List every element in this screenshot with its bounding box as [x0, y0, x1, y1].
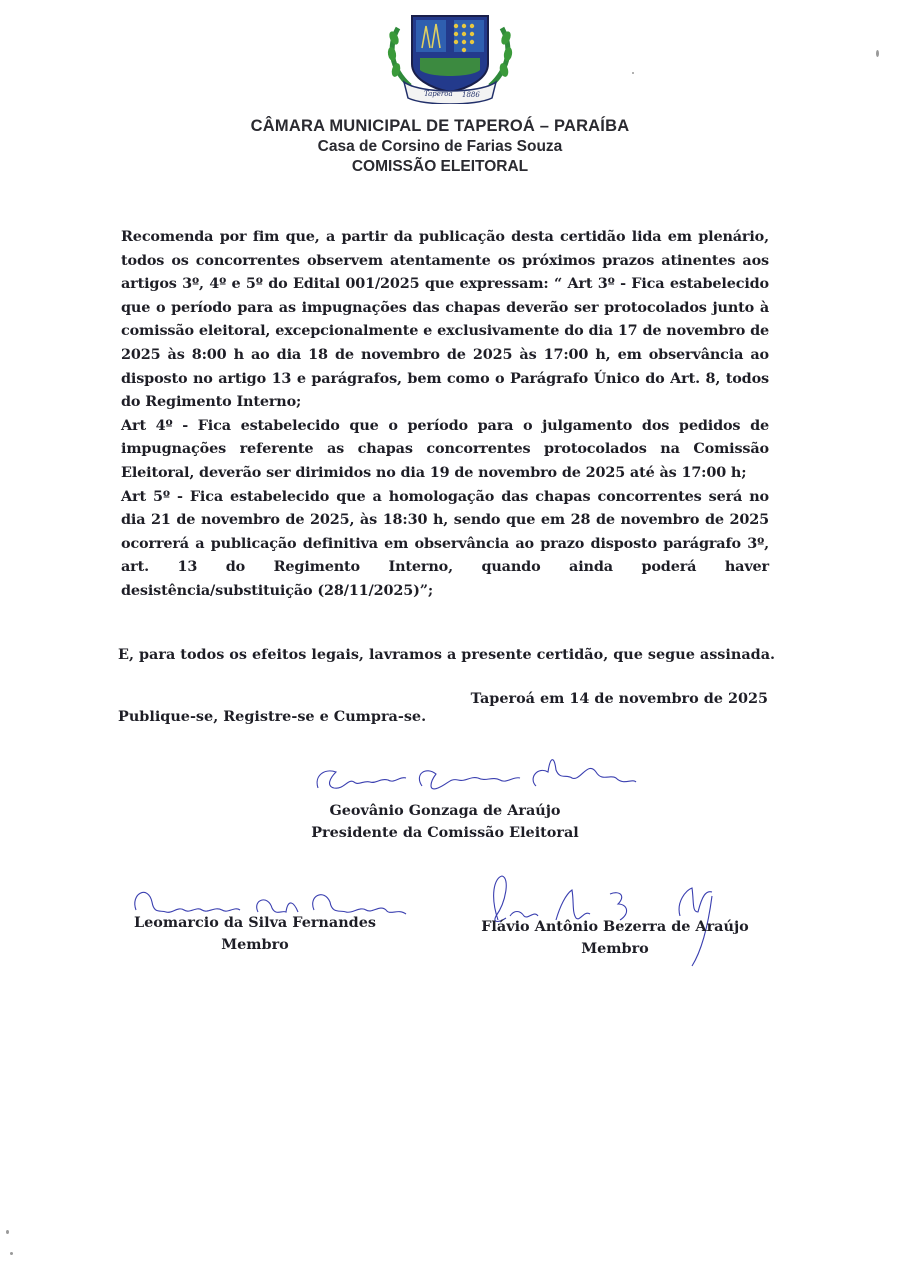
scan-speck [632, 72, 634, 74]
paragraph-recommendation: Recomenda por fim que, a partir da publicação desta certidão lida em plenário, todos os concorrentes observem atentamente os próximos prazos atinentes aos artigos 3º, 4º e 5º do Edital 001/2025 que expressam: “ Art 3º - Fica estabelecido que o período para as impugnações das chapas deverão ser protocolados junto à comissão eleitoral, excepcionalmente e exclusivamente do dia 17 de novembro de 2025 às 8:00 h ao dia 18 de novembro de 2025 às 17:00 h, em observância ao disposto no artigo 13 e parágrafos, bem como o Parágrafo Único do Art. 8, todos do Regimento Interno; [121, 228, 769, 411]
president-role: Presidente da Comissão Eleitoral [311, 824, 579, 841]
member1-role: Membro [221, 936, 289, 953]
crest-motto-left: Taperoá [424, 90, 453, 98]
scan-speck [876, 50, 879, 57]
scan-speck [10, 1252, 13, 1255]
president-name: Geovânio Gonzaga de Araújo [329, 802, 561, 819]
institution-name: CÂMARA MUNICIPAL DE TAPEROÁ – PARAÍBA [250, 117, 630, 135]
publish-register-comply: Publique-se, Registre-se e Cumpra-se. [118, 708, 427, 725]
member2-role: Membro [581, 940, 649, 957]
president-signature-block [300, 800, 590, 844]
closing-statement: E, para todos os efeitos legais, lavramos a presente certidão, que segue assinada. [118, 646, 776, 663]
president-signature [310, 748, 650, 808]
member1-name: Leomarcio da Silva Fernandes [134, 914, 376, 931]
municipal-crest [380, 8, 520, 104]
document-header [140, 116, 740, 177]
member2-signature-block [470, 916, 760, 960]
paragraph-art-4: Art 4º - Fica estabelecido que o período para o julgamento dos pedidos de impugnações referente as chapas concorrentes protocolados na Comissão Eleitoral, deverão ser dirimidos no dia 19 de novembro de 2025 até às 17:00 h; [121, 416, 769, 481]
commission-name: COMISSÃO ELEITORAL [351, 158, 529, 175]
crest-emblem-icon [380, 8, 520, 104]
document-body [121, 225, 769, 603]
scan-speck [6, 1230, 9, 1234]
institution-subtitle: Casa de Corsino de Farias Souza [317, 138, 563, 155]
place-and-date: Taperoá em 14 de novembro de 2025 [470, 690, 768, 707]
member1-signature-block [120, 912, 390, 956]
paragraph-art-5: Art 5º - Fica estabelecido que a homologação das chapas concorrentes será no dia 21 de novembro de 2025, às 18:30 h, sendo que em 28 de novembro de 2025 ocorrerá a publicação definitiva em observância ao prazo disposto parágrafo 3º, art. 13 do Regimento Interno, quando ainda poderá haver desistência/substituição (28/11/2025)”; [121, 487, 769, 599]
crest-motto-right: 1886 [462, 91, 480, 99]
member2-name: Flávio Antônio Bezerra de Araújo [481, 918, 749, 935]
